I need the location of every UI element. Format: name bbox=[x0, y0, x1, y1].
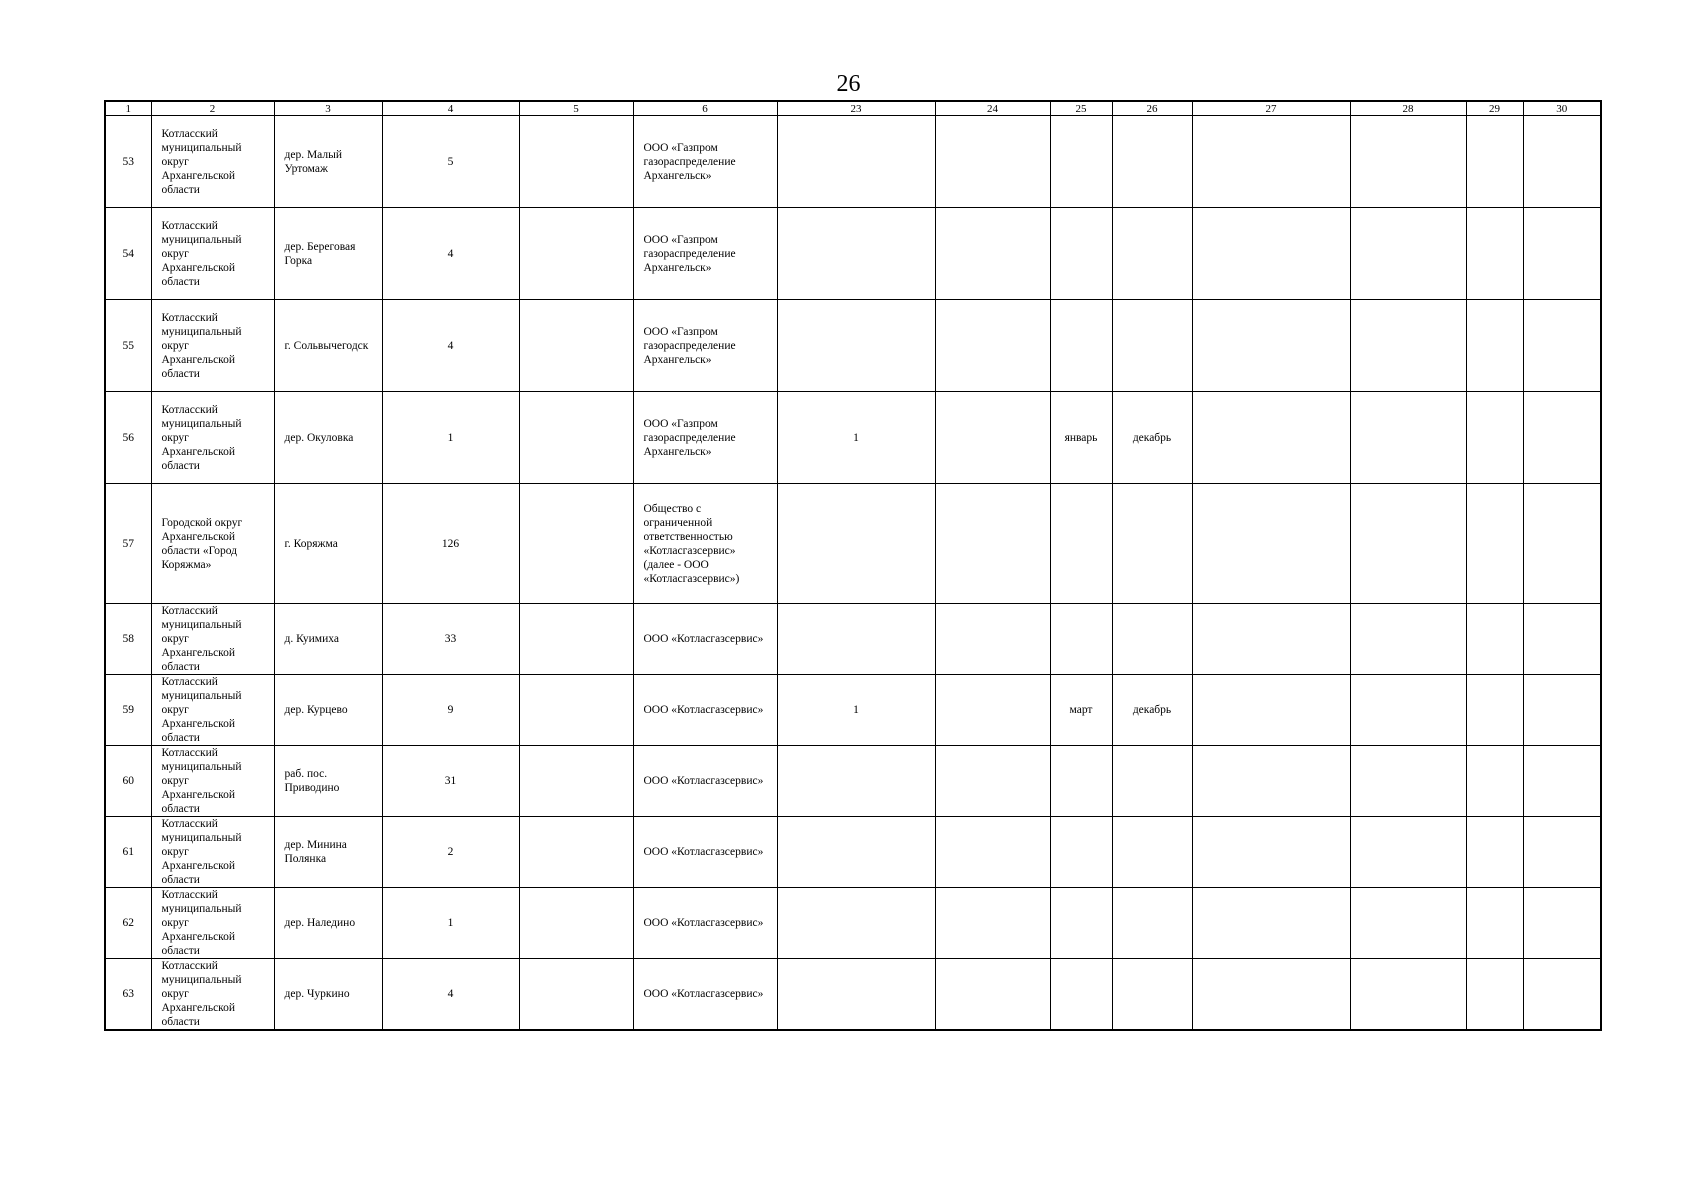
table-cell: Котласский муниципальный округ Архангельской области bbox=[151, 959, 274, 1031]
table-cell: ООО «Котласгазсервис» bbox=[633, 604, 777, 675]
table-cell bbox=[1523, 959, 1601, 1031]
column-number-header: 5 bbox=[519, 101, 633, 116]
table-cell: дер. Чуркино bbox=[274, 959, 382, 1031]
table-cell: д. Куимиха bbox=[274, 604, 382, 675]
table-cell bbox=[1192, 392, 1350, 484]
table-cell bbox=[1523, 604, 1601, 675]
table-cell: 55 bbox=[105, 300, 151, 392]
table-cell: дер. Наледино bbox=[274, 888, 382, 959]
table-cell bbox=[1350, 746, 1466, 817]
table-cell: ООО «Котласгазсервис» bbox=[633, 746, 777, 817]
table-cell: ООО «Газпром газораспределение Архангельск» bbox=[633, 116, 777, 208]
table-cell bbox=[519, 959, 633, 1031]
table-cell: март bbox=[1050, 675, 1112, 746]
table-cell: 1 bbox=[382, 888, 519, 959]
table-cell bbox=[519, 116, 633, 208]
table-cell bbox=[1192, 208, 1350, 300]
table-cell bbox=[935, 116, 1050, 208]
table-cell bbox=[1112, 116, 1192, 208]
table-cell: 56 bbox=[105, 392, 151, 484]
table-cell bbox=[1466, 484, 1523, 604]
table-cell: 1 bbox=[777, 392, 935, 484]
column-number-header: 6 bbox=[633, 101, 777, 116]
table-cell: Котласский муниципальный округ Архангельской области bbox=[151, 300, 274, 392]
table-cell: дер. Минина Полянка bbox=[274, 817, 382, 888]
table-cell bbox=[1523, 300, 1601, 392]
column-number-header: 23 bbox=[777, 101, 935, 116]
table-cell bbox=[1050, 817, 1112, 888]
table-cell bbox=[1192, 746, 1350, 817]
table-cell: ООО «Котласгазсервис» bbox=[633, 675, 777, 746]
table-cell bbox=[935, 675, 1050, 746]
table-cell: Котласский муниципальный округ Архангельской области bbox=[151, 746, 274, 817]
table-cell bbox=[1466, 888, 1523, 959]
table-cell: дер. Малый Уртомаж bbox=[274, 116, 382, 208]
table-cell bbox=[935, 888, 1050, 959]
table-cell bbox=[519, 484, 633, 604]
table-cell: Котласский муниципальный округ Архангельской области bbox=[151, 817, 274, 888]
table-cell: 2 bbox=[382, 817, 519, 888]
table-cell: декабрь bbox=[1112, 392, 1192, 484]
table-cell bbox=[1050, 959, 1112, 1031]
table-cell bbox=[1466, 116, 1523, 208]
table-cell bbox=[1523, 746, 1601, 817]
table-cell: г. Коряжма bbox=[274, 484, 382, 604]
table-cell: дер. Окуловка bbox=[274, 392, 382, 484]
table-row bbox=[105, 116, 1601, 208]
table-cell: ООО «Котласгазсервис» bbox=[633, 817, 777, 888]
table-cell: 53 bbox=[105, 116, 151, 208]
table-cell bbox=[519, 888, 633, 959]
table-cell: ООО «Газпром газораспределение Архангельск» bbox=[633, 392, 777, 484]
table-cell bbox=[1523, 208, 1601, 300]
table-cell: 58 bbox=[105, 604, 151, 675]
column-number-header: 28 bbox=[1350, 101, 1466, 116]
table-cell bbox=[1350, 817, 1466, 888]
table-cell bbox=[1523, 675, 1601, 746]
table-cell bbox=[1192, 959, 1350, 1031]
table-cell bbox=[1350, 484, 1466, 604]
table-row bbox=[105, 392, 1601, 484]
table-cell bbox=[1050, 116, 1112, 208]
table-row bbox=[105, 675, 1601, 746]
table-cell: 62 bbox=[105, 888, 151, 959]
table-cell bbox=[1350, 888, 1466, 959]
table-cell: ООО «Котласгазсервис» bbox=[633, 959, 777, 1031]
table-cell bbox=[1192, 817, 1350, 888]
column-number-header: 24 bbox=[935, 101, 1050, 116]
table-cell bbox=[1523, 484, 1601, 604]
header-row bbox=[105, 101, 1601, 116]
column-number-header: 25 bbox=[1050, 101, 1112, 116]
table-cell bbox=[519, 208, 633, 300]
table-cell: 9 bbox=[382, 675, 519, 746]
table-cell bbox=[777, 208, 935, 300]
table-cell bbox=[1050, 208, 1112, 300]
table-cell bbox=[1112, 746, 1192, 817]
column-number-header: 26 bbox=[1112, 101, 1192, 116]
table-cell bbox=[1350, 675, 1466, 746]
column-number-header: 3 bbox=[274, 101, 382, 116]
table-cell bbox=[935, 959, 1050, 1031]
table-cell bbox=[1350, 116, 1466, 208]
table-row bbox=[105, 746, 1601, 817]
table-cell bbox=[519, 746, 633, 817]
table-cell: Общество с ограниченной ответственностью «Котласгазсервис» (далее - ООО «Котласгазсервис») bbox=[633, 484, 777, 604]
table-cell bbox=[1523, 392, 1601, 484]
table-cell bbox=[519, 675, 633, 746]
table-cell: Городской округ Архангельской области «Город Коряжма» bbox=[151, 484, 274, 604]
table-cell: декабрь bbox=[1112, 675, 1192, 746]
table-cell: 1 bbox=[777, 675, 935, 746]
table-cell bbox=[1350, 959, 1466, 1031]
table-cell bbox=[935, 604, 1050, 675]
table-cell bbox=[1466, 208, 1523, 300]
column-number-header: 4 bbox=[382, 101, 519, 116]
table-cell bbox=[777, 116, 935, 208]
table-cell bbox=[777, 746, 935, 817]
table-cell bbox=[1192, 484, 1350, 604]
table-cell: Котласский муниципальный округ Архангельской области bbox=[151, 604, 274, 675]
table-cell bbox=[777, 888, 935, 959]
table-cell bbox=[1112, 959, 1192, 1031]
table-cell bbox=[1350, 604, 1466, 675]
table-cell bbox=[1192, 116, 1350, 208]
table-cell bbox=[777, 484, 935, 604]
table-cell bbox=[519, 604, 633, 675]
table-cell: 61 bbox=[105, 817, 151, 888]
table-cell: 57 bbox=[105, 484, 151, 604]
table-cell bbox=[1523, 116, 1601, 208]
table-cell bbox=[935, 392, 1050, 484]
table-cell bbox=[519, 392, 633, 484]
table-cell: Котласский муниципальный округ Архангельской области bbox=[151, 675, 274, 746]
table-cell bbox=[1050, 604, 1112, 675]
column-number-header: 2 bbox=[151, 101, 274, 116]
table-cell: ООО «Котласгазсервис» bbox=[633, 888, 777, 959]
table-cell bbox=[1523, 888, 1601, 959]
table-cell: Котласский муниципальный округ Архангельской области bbox=[151, 888, 274, 959]
table-cell bbox=[935, 746, 1050, 817]
column-number-header: 29 bbox=[1466, 101, 1523, 116]
table-cell: 4 bbox=[382, 300, 519, 392]
table-row bbox=[105, 817, 1601, 888]
table-cell bbox=[1192, 675, 1350, 746]
table-cell bbox=[1112, 484, 1192, 604]
table-cell bbox=[777, 604, 935, 675]
table-cell bbox=[519, 817, 633, 888]
data-table bbox=[104, 100, 1602, 1031]
table-cell bbox=[1192, 888, 1350, 959]
column-number-header: 27 bbox=[1192, 101, 1350, 116]
table-cell: 31 bbox=[382, 746, 519, 817]
table-row bbox=[105, 208, 1601, 300]
table-cell bbox=[1350, 392, 1466, 484]
table-cell: 59 bbox=[105, 675, 151, 746]
table-cell bbox=[1523, 817, 1601, 888]
table-cell bbox=[1466, 604, 1523, 675]
table-row bbox=[105, 888, 1601, 959]
table-cell: раб. пос. Приводино bbox=[274, 746, 382, 817]
table-cell: 60 bbox=[105, 746, 151, 817]
table-cell bbox=[1466, 300, 1523, 392]
table-cell bbox=[1466, 817, 1523, 888]
table-cell bbox=[1112, 888, 1192, 959]
page-number: 26 bbox=[836, 71, 861, 97]
table-cell bbox=[1050, 888, 1112, 959]
table-cell bbox=[1466, 746, 1523, 817]
table-cell bbox=[1050, 746, 1112, 817]
table-cell bbox=[1112, 208, 1192, 300]
table-cell bbox=[935, 300, 1050, 392]
table-row bbox=[105, 604, 1601, 675]
table-cell: ООО «Газпром газораспределение Архангельск» bbox=[633, 208, 777, 300]
table-cell: 5 bbox=[382, 116, 519, 208]
table-cell bbox=[1050, 300, 1112, 392]
table-cell: 54 bbox=[105, 208, 151, 300]
table-cell: 1 bbox=[382, 392, 519, 484]
table-cell: 126 bbox=[382, 484, 519, 604]
table-row bbox=[105, 484, 1601, 604]
table-cell: январь bbox=[1050, 392, 1112, 484]
table-cell bbox=[777, 817, 935, 888]
table-cell bbox=[1192, 300, 1350, 392]
table-cell: Котласский муниципальный округ Архангельской области bbox=[151, 208, 274, 300]
table-cell: дер. Курцево bbox=[274, 675, 382, 746]
table-cell bbox=[935, 484, 1050, 604]
table-cell bbox=[777, 959, 935, 1031]
table-cell: 33 bbox=[382, 604, 519, 675]
table-cell: г. Сольвычегодск bbox=[274, 300, 382, 392]
table-cell bbox=[1112, 604, 1192, 675]
column-number-header: 30 bbox=[1523, 101, 1601, 116]
table-cell bbox=[1350, 208, 1466, 300]
table-cell: 4 bbox=[382, 959, 519, 1031]
table-cell bbox=[1050, 484, 1112, 604]
table-row bbox=[105, 959, 1601, 1031]
table-cell bbox=[1112, 817, 1192, 888]
table-cell: 63 bbox=[105, 959, 151, 1031]
column-number-header: 1 bbox=[105, 101, 151, 116]
table-cell bbox=[1350, 300, 1466, 392]
table-cell bbox=[935, 208, 1050, 300]
table-cell bbox=[1192, 604, 1350, 675]
table-cell bbox=[935, 817, 1050, 888]
table-cell: Котласский муниципальный округ Архангельской области bbox=[151, 392, 274, 484]
table-cell: ООО «Газпром газораспределение Архангельск» bbox=[633, 300, 777, 392]
table-cell bbox=[777, 300, 935, 392]
table-cell bbox=[1466, 675, 1523, 746]
table-cell bbox=[1466, 959, 1523, 1031]
table-cell bbox=[1112, 300, 1192, 392]
table-cell: 4 bbox=[382, 208, 519, 300]
table-cell bbox=[519, 300, 633, 392]
table-cell bbox=[1466, 392, 1523, 484]
table-row bbox=[105, 300, 1601, 392]
table-cell: дер. Береговая Горка bbox=[274, 208, 382, 300]
table-cell: Котласский муниципальный округ Архангельской области bbox=[151, 116, 274, 208]
